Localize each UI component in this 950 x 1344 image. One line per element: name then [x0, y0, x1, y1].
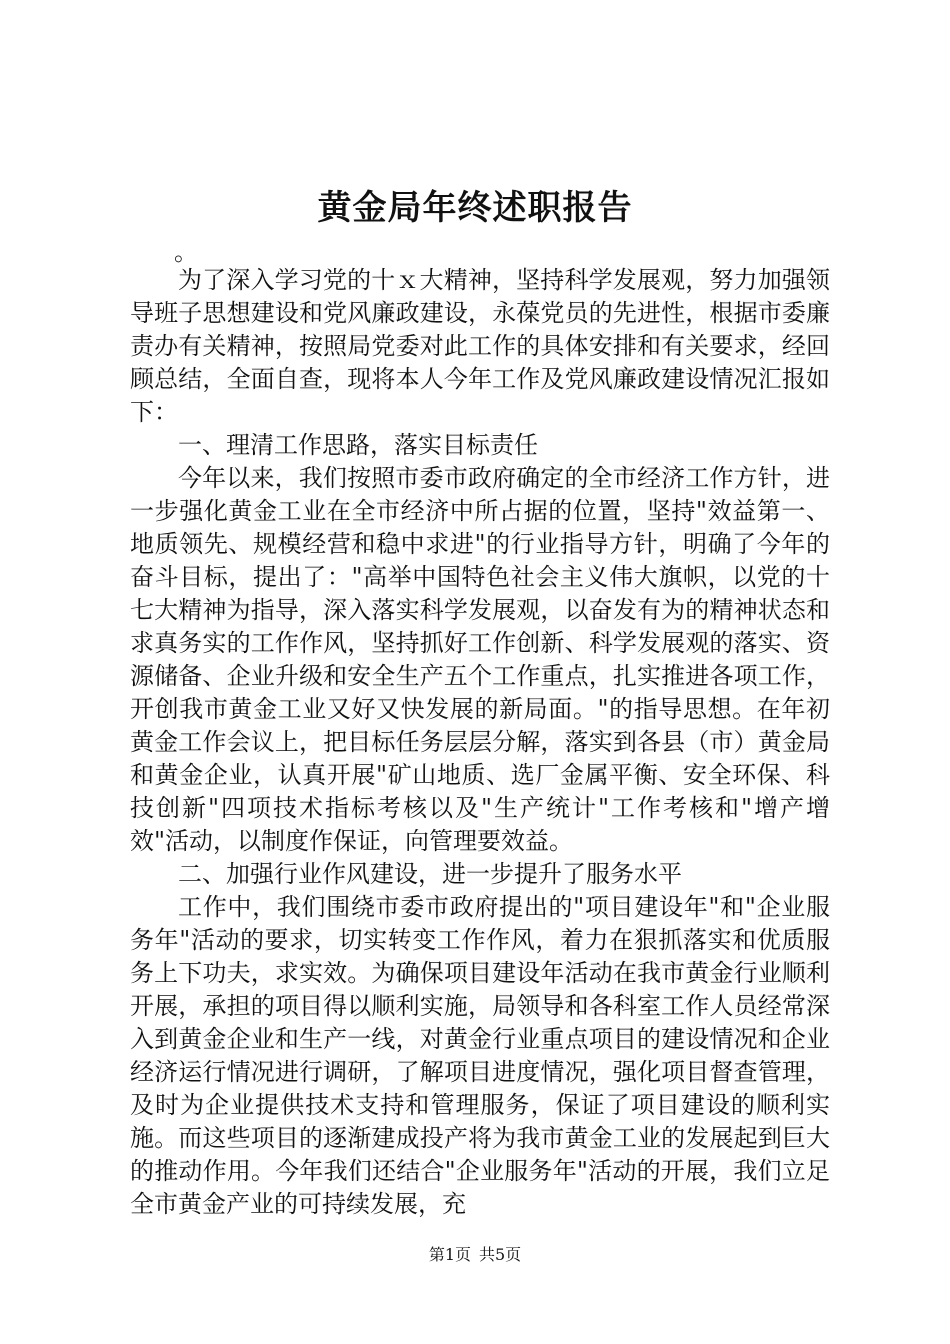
page-number: 第1页 — [428, 1245, 471, 1264]
section-heading-2: 二、加强行业作风建设，进一步提升了服务水平 — [178, 860, 682, 888]
total-pages: 共5页 — [479, 1245, 522, 1264]
section-1-paragraph: 今年以来，我们按照市委市政府确定的全市经济工作方针，进一步强化黄金工业在全市经济中所占据的位置，坚持"效益第一、地质领先、规模经营和稳中求进"的行业指导方针，明确了今年的奋斗目标，提出了："高举中国特色社会主义伟大旗帜，以党的十七大精神为指导，深入落实科学发展观，以奋发有为的精神状态和求真务实的工作作风，坚持抓好工作创新、科学发展观的落实、资源储备、企业升级和安全生产五个工作重点，扎实推进各项工作，开创我市黄金工业又好又快发展的新局面。"的指导思想。在年初黄金工作会议上，把目标任务层层分解，落实到各县（市）黄金局和黄金企业，认真开展"矿山地质、选厂金属平衡、安全环保、科技创新"四项技术指标考核以及"生产统计"工作考核和"增产增效"活动，以制度作保证，向管理要效益。 — [130, 464, 830, 855]
section-heading-1: 一、理清工作思路，落实目标责任 — [178, 431, 538, 459]
page-footer — [0, 1245, 950, 1265]
intro-paragraph: 为了深入学习党的十ｘ大精神，坚持科学发展观，努力加强领导班子思想建设和党风廉政建设，永葆党员的先进性，根据市委廉责办有关精神，按照局党委对此工作的具体安排和有关要求，经回顾总结，全面自查，现将本人今年工作及党风廉政建设情况汇报如下： — [130, 266, 830, 426]
document-body — [130, 240, 830, 1221]
document-title: 黄金局年终述职报告 — [317, 188, 633, 228]
section-2-paragraph: 工作中，我们围绕市委市政府提出的"项目建设年"和"企业服务年"活动的要求，切实转变工作作风，着力在狠抓落实和优质服务上下功夫，求实效。为确保项目建设年活动在我市黄金行业顺利开展，承担的项目得以顺利实施，局领导和各科室工作人员经常深入到黄金企业和生产一线，对黄金行业重点项目的建设情况和企业经济运行情况进行调研，了解项目进度情况，强化项目督查管理，及时为企业提供技术支持和管理服务，保证了项目建设的顺利实施。而这些项目的逐渐建成投产将为我市黄金工业的发展起到巨大的推动作用。今年我们还结合"企业服务年"活动的开展，我们立足全市黄金产业的可持续发展，充 — [130, 893, 830, 1218]
stray-mark: 。 — [174, 238, 198, 266]
